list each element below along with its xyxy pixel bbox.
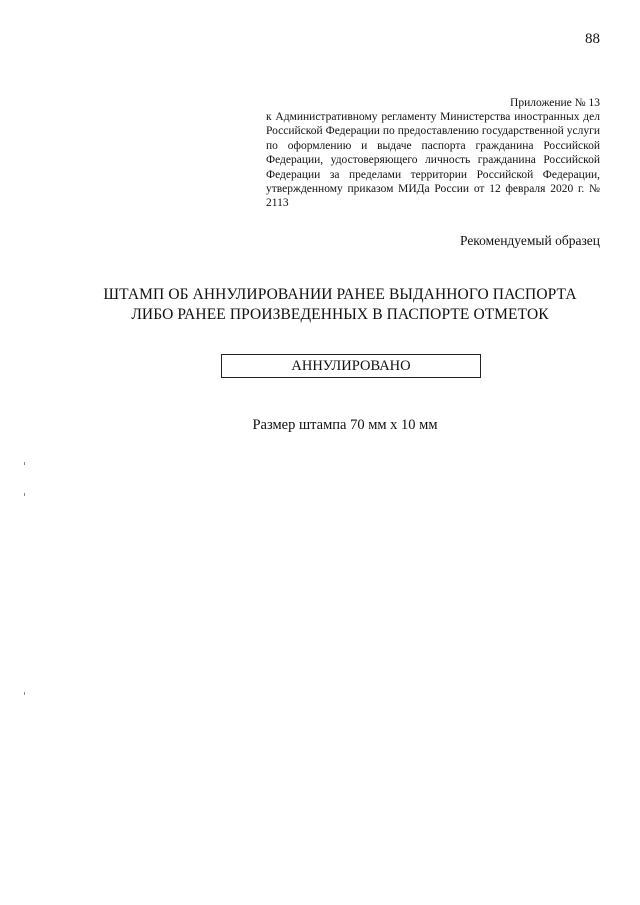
appendix-title: Приложение № 13	[510, 97, 600, 109]
document-title-line-1: ШТАМП ОБ АННУЛИРОВАНИИ РАНЕЕ ВЫДАННОГО ПАСПОРТА	[103, 286, 577, 303]
document-title-line-2: ЛИБО РАНЕЕ ПРОИЗВЕДЕННЫХ В ПАСПОРТЕ ОТМЕТОК	[131, 305, 549, 323]
stamp-size-note: Размер штампа 70 мм х 10 мм	[252, 417, 438, 433]
margin-mark	[24, 462, 25, 465]
appendix-reference: к Административному регламенту Министерства иностранных дел Российской Федерации по предоставлению государственной услуги по оформлению и выдаче паспорта гражданина Российской Федерации, удостоверяющего личность гражданина Российской Федерации за пределами территории Российской Федерации, утвержденному приказом МИДа России от 12 февраля 2020 г. № 2113	[266, 111, 600, 210]
document-title	[60, 285, 620, 324]
margin-mark	[24, 493, 25, 496]
stamp-sample-box: АННУЛИРОВАНО	[221, 354, 481, 378]
margin-mark	[24, 692, 25, 695]
sample-note: Рекомендуемый образец	[459, 233, 600, 248]
page-number: 88	[585, 31, 600, 47]
